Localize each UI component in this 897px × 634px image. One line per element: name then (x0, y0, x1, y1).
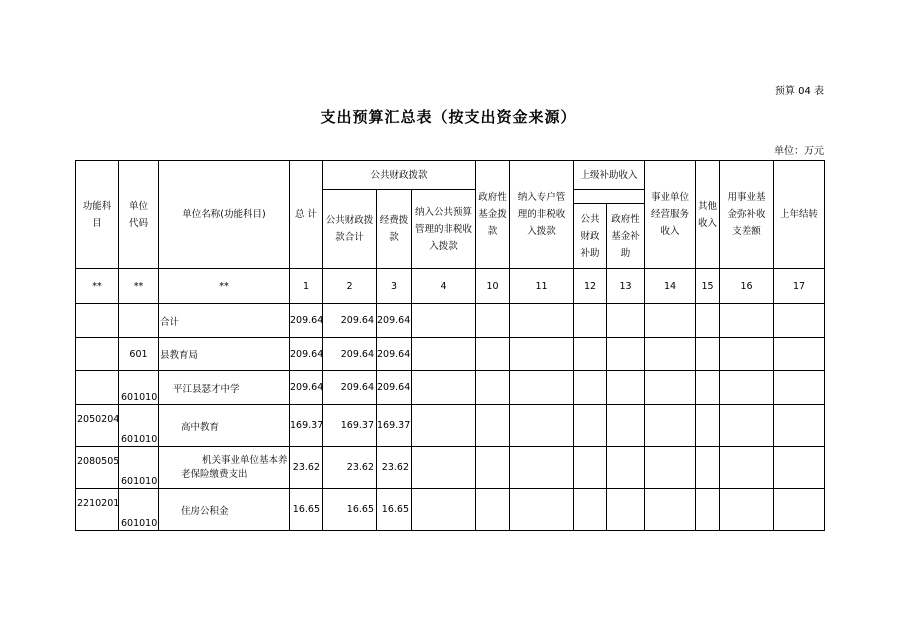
pf-total-cell: 23.62 (323, 447, 377, 489)
empty-cell (412, 405, 476, 447)
header-special-nontax: 纳入专户管理的非税收入拨款 (510, 161, 574, 269)
unit-name-cell: 机关事业单位基本养老保险缴费支出 (159, 447, 290, 489)
table-row (76, 338, 825, 371)
column-index-cell: ** (119, 269, 159, 304)
empty-cell (645, 304, 696, 338)
table-row (76, 405, 825, 447)
pf-grant-cell: 209.64 (377, 304, 412, 338)
unit-code-cell: 601010 (119, 489, 159, 531)
empty-cell (696, 489, 720, 531)
header-gov-fund: 政府性基金拨款 (476, 161, 510, 269)
empty-cell (720, 405, 774, 447)
table-row (76, 489, 825, 531)
unit-name-cell: 高中教育 (159, 405, 290, 447)
empty-cell (476, 338, 510, 371)
func-code-cell (76, 304, 119, 338)
empty-cell (412, 338, 476, 371)
header-upper-gov-fund: 政府性基金补助 (607, 204, 645, 269)
column-index-cell: 14 (645, 269, 696, 304)
unit-code-cell: 601 (119, 338, 159, 371)
empty-cell (412, 371, 476, 405)
table-row (76, 447, 825, 489)
empty-cell (645, 489, 696, 531)
column-index-cell: ** (76, 269, 119, 304)
empty-cell (720, 447, 774, 489)
unit-name-cell: 县教育局 (159, 338, 290, 371)
unit-code-cell: 601010 (119, 447, 159, 489)
column-index-cell: 3 (377, 269, 412, 304)
empty-cell (574, 405, 607, 447)
header-func-code: 功能科目 (76, 161, 119, 269)
empty-cell (645, 405, 696, 447)
header-unit-code: 单位代码 (119, 161, 159, 269)
column-index-cell: 12 (574, 269, 607, 304)
empty-cell (574, 371, 607, 405)
empty-cell (607, 447, 645, 489)
empty-cell (774, 304, 825, 338)
total-cell: 169.37 (290, 405, 323, 447)
empty-cell (696, 338, 720, 371)
header-pf-grant: 经费拨款 (377, 190, 412, 269)
header-other: 其他收入 (696, 161, 720, 269)
empty-cell (720, 371, 774, 405)
pf-total-cell: 169.37 (323, 405, 377, 447)
unit-name-cell: 平江县瑟才中学 (159, 371, 290, 405)
empty-cell (774, 447, 825, 489)
pf-grant-cell: 209.64 (377, 338, 412, 371)
pf-grant-cell: 209.64 (377, 371, 412, 405)
unit-code-cell: 601010 (119, 405, 159, 447)
column-index-cell: 2 (323, 269, 377, 304)
empty-cell (645, 338, 696, 371)
empty-cell (645, 447, 696, 489)
func-code-cell: 2050204 (76, 405, 119, 447)
empty-cell (510, 447, 574, 489)
total-cell: 16.65 (290, 489, 323, 531)
pf-grant-cell: 169.37 (377, 405, 412, 447)
column-index-cell: ** (159, 269, 290, 304)
empty-cell (574, 447, 607, 489)
empty-cell (774, 371, 825, 405)
func-code-cell: 2210201 (76, 489, 119, 531)
column-index-row (76, 269, 825, 304)
empty-cell (774, 338, 825, 371)
header-upper-public: 公共财政补助 (574, 204, 607, 269)
func-code-cell (76, 338, 119, 371)
empty-cell (476, 304, 510, 338)
column-index-cell: 15 (696, 269, 720, 304)
header-business: 事业单位经营服务收入 (645, 161, 696, 269)
form-code: 预算 04 表 (774, 86, 824, 97)
empty-cell (696, 371, 720, 405)
empty-cell (696, 405, 720, 447)
column-index-cell: 16 (720, 269, 774, 304)
page-title: 支出预算汇总表（按支出资金来源） (320, 108, 577, 126)
header-total: 总 计 (290, 161, 323, 269)
pf-total-cell: 209.64 (323, 371, 377, 405)
column-index-cell: 1 (290, 269, 323, 304)
empty-cell (720, 304, 774, 338)
empty-cell (510, 338, 574, 371)
empty-cell (476, 447, 510, 489)
column-index-cell: 17 (774, 269, 825, 304)
pf-grant-cell: 23.62 (377, 447, 412, 489)
unit-code-cell: 601010 (119, 371, 159, 405)
column-index-cell: 11 (510, 269, 574, 304)
empty-cell (476, 371, 510, 405)
empty-cell (607, 338, 645, 371)
header-fund-deficit: 用事业基金弥补收支差额 (720, 161, 774, 269)
empty-cell (696, 447, 720, 489)
empty-cell (574, 304, 607, 338)
empty-cell (720, 489, 774, 531)
pf-total-cell: 209.64 (323, 338, 377, 371)
empty-cell (412, 447, 476, 489)
table-row (76, 371, 825, 405)
empty-cell (607, 405, 645, 447)
total-cell: 209.64 (290, 371, 323, 405)
header-upper-subsidy: 上级补助收入 (574, 161, 645, 190)
header-carryover: 上年结转 (774, 161, 825, 269)
column-index-cell: 10 (476, 269, 510, 304)
empty-cell (774, 405, 825, 447)
unit-name-cell: 合计 (159, 304, 290, 338)
empty-cell (510, 371, 574, 405)
empty-cell (696, 304, 720, 338)
empty-cell (412, 304, 476, 338)
total-cell: 209.64 (290, 338, 323, 371)
empty-cell (645, 371, 696, 405)
column-index-cell: 13 (607, 269, 645, 304)
empty-cell (574, 338, 607, 371)
header-pf-total: 公共财政拨款合计 (323, 190, 377, 269)
table-row (76, 304, 825, 338)
pf-grant-cell: 16.65 (377, 489, 412, 531)
empty-cell (476, 489, 510, 531)
header-public-finance: 公共财政拨款 (323, 161, 476, 190)
empty-cell (774, 489, 825, 531)
empty-cell (510, 489, 574, 531)
empty-cell (510, 405, 574, 447)
unit-code-cell (119, 304, 159, 338)
func-code-cell: 2080505 (76, 447, 119, 489)
column-index-cell: 4 (412, 269, 476, 304)
empty-cell (720, 338, 774, 371)
empty-cell (476, 405, 510, 447)
empty-cell (607, 304, 645, 338)
empty-cell (510, 304, 574, 338)
header-unit-name: 单位名称(功能科目) (159, 161, 290, 269)
budget-table (75, 160, 825, 531)
total-cell: 23.62 (290, 447, 323, 489)
unit-label: 单位：万元 (774, 146, 824, 157)
empty-cell (607, 371, 645, 405)
pf-total-cell: 209.64 (323, 304, 377, 338)
pf-total-cell: 16.65 (323, 489, 377, 531)
unit-name-cell: 住房公积金 (159, 489, 290, 531)
total-cell: 209.64 (290, 304, 323, 338)
header-pf-nontax: 纳入公共预算管理的非税收入拨款 (412, 190, 476, 269)
empty-cell (607, 489, 645, 531)
header-upper-spacer (574, 190, 645, 204)
empty-cell (412, 489, 476, 531)
empty-cell (574, 489, 607, 531)
func-code-cell (76, 371, 119, 405)
